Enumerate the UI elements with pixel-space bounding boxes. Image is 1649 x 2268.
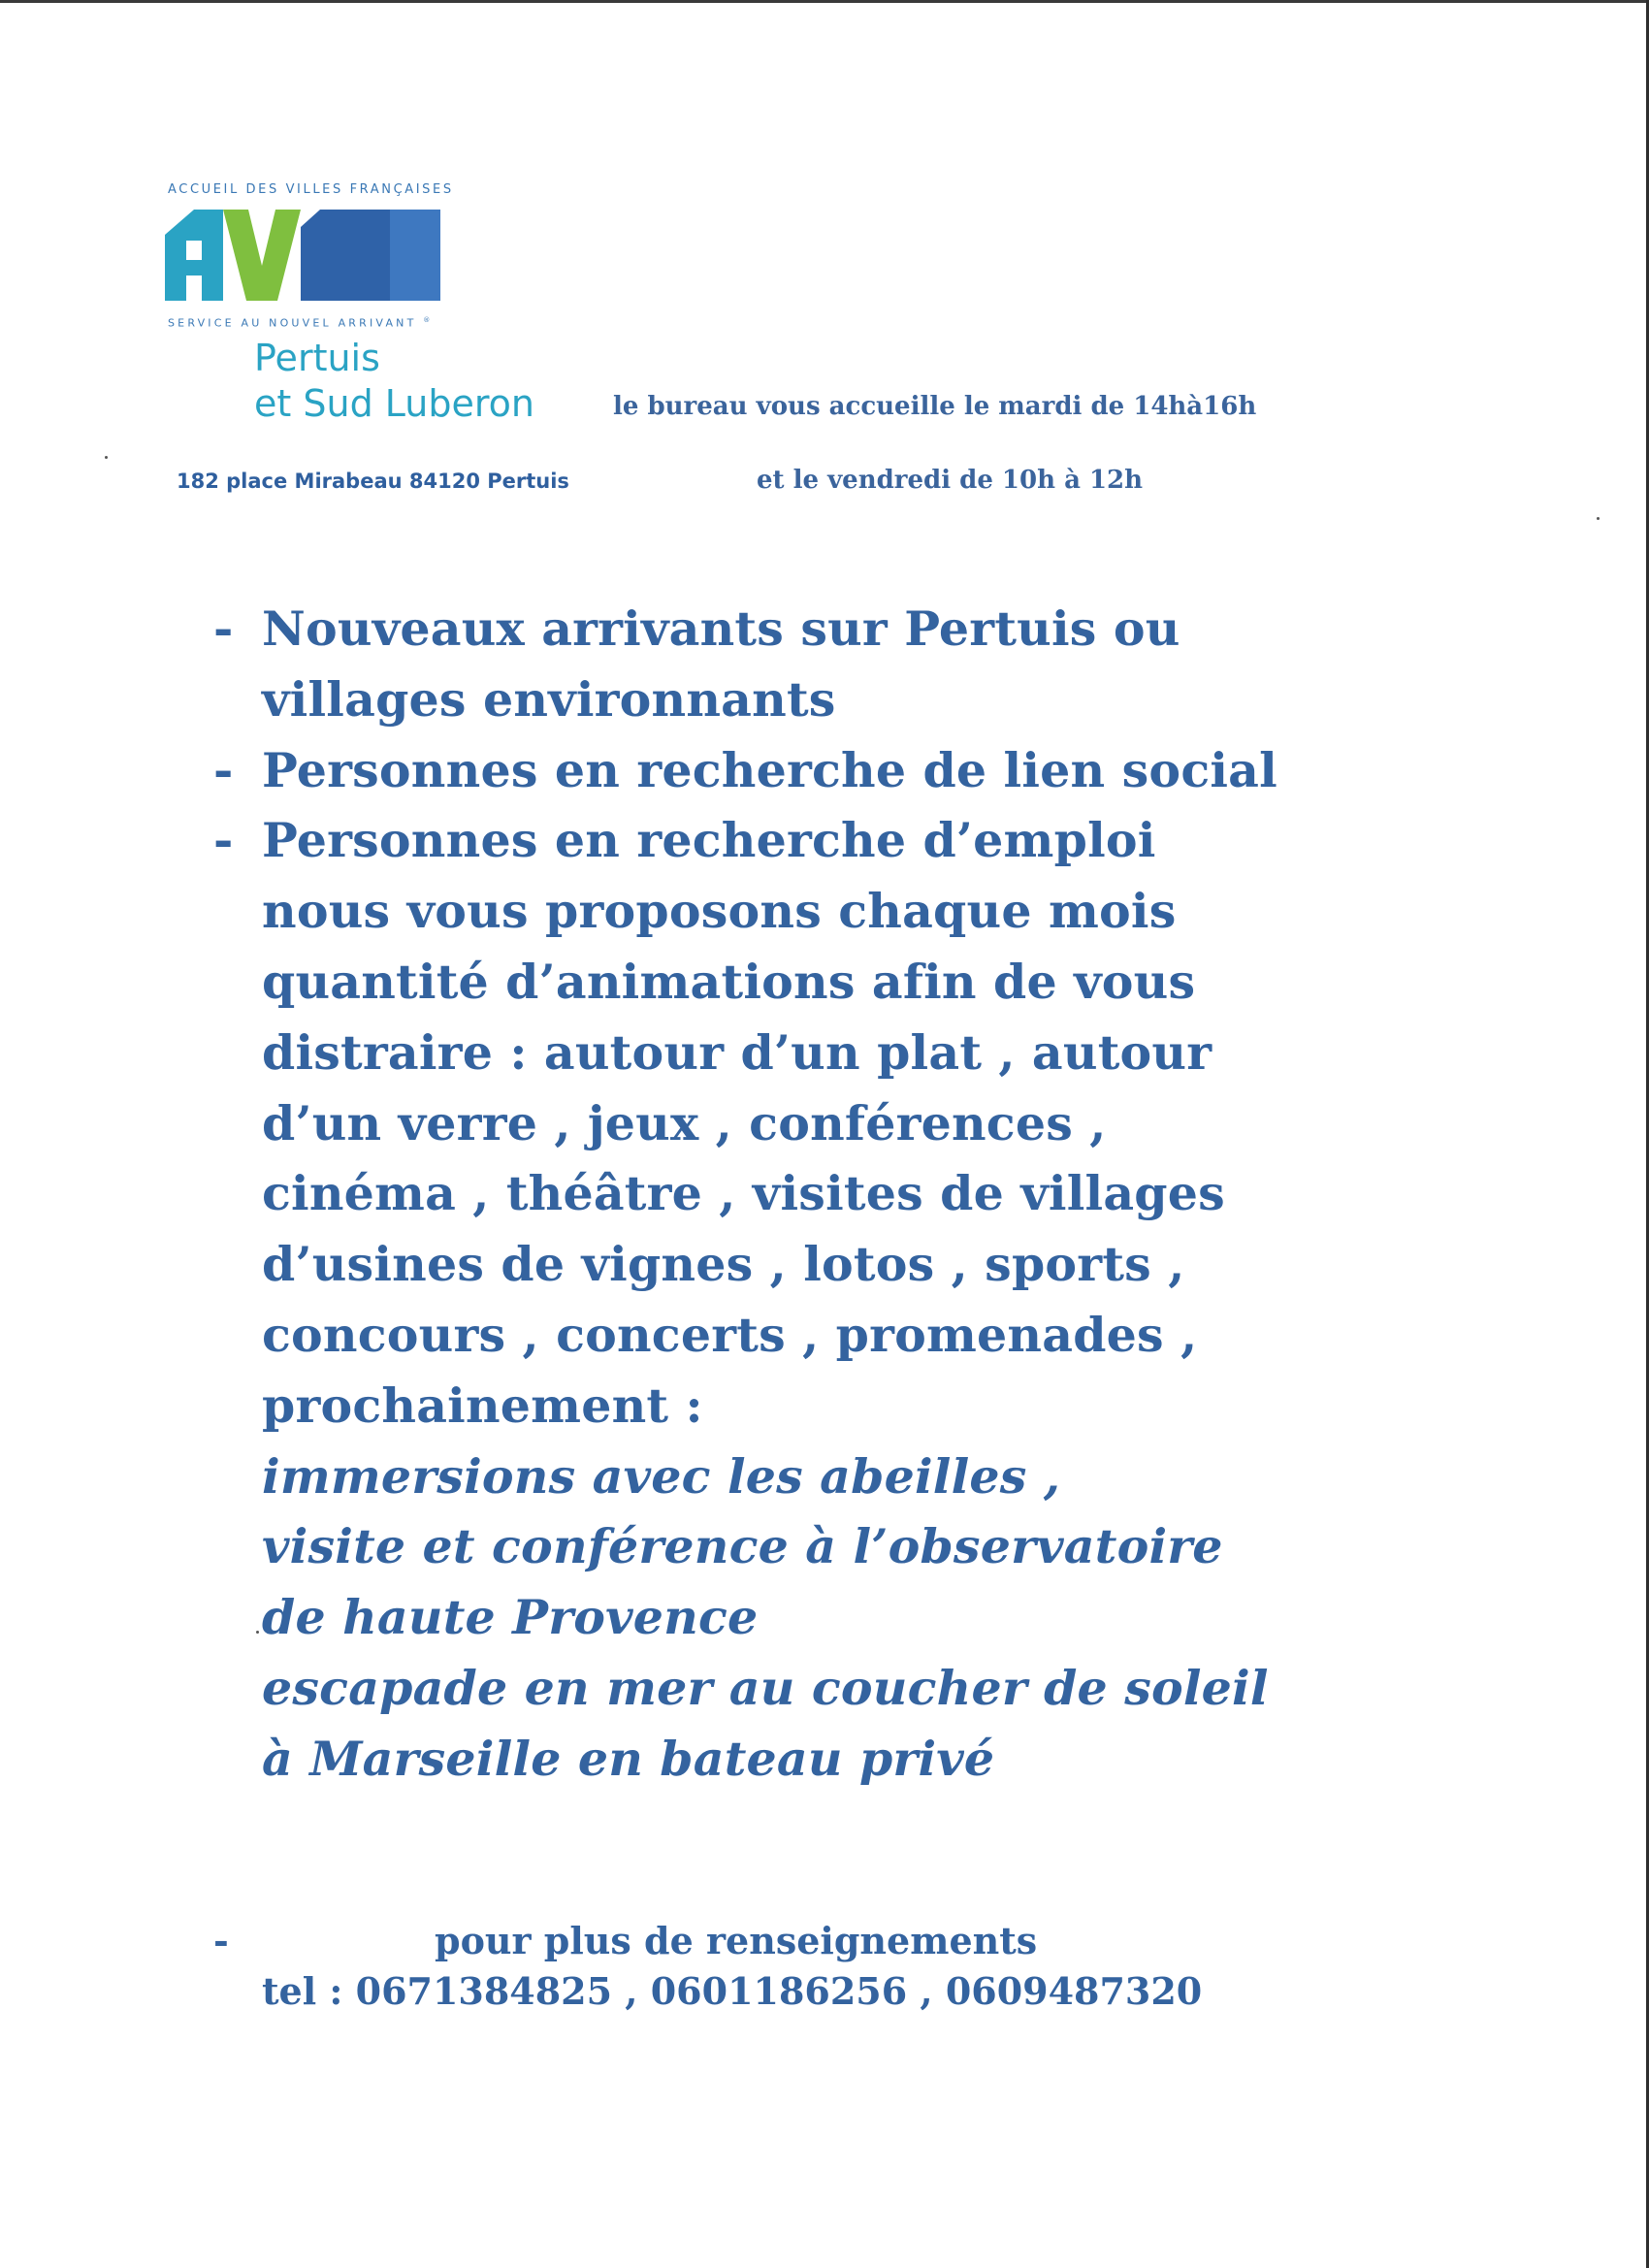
body-line-text: concours , concerts , promenades , [262,1306,1198,1363]
body-line-text: immersions avec les abeilles , [262,1447,1061,1505]
logo-city-line1: Pertuis [254,337,380,379]
body-line [262,1653,1277,1724]
avf-logo [165,182,534,435]
logo-city-line2: et Sud Luberon [254,382,534,425]
body-line [262,1300,1277,1371]
body-line-text: distraire : autour d’un plat , autour [262,1023,1212,1081]
body-line-text: Nouveaux arrivants sur Pertuis ou [262,600,1180,657]
body-line [262,1018,1277,1088]
body-line-text: prochainement : [262,1377,703,1434]
bullet-dash: - [213,741,234,798]
body-line [213,805,1277,876]
scan-speck [105,456,108,459]
office-hours-line2: et le vendredi de 10h à 12h [757,466,1144,495]
body-line-text: villages environnants [262,670,836,728]
scan-speck [256,1631,259,1634]
body-line-text: de haute Provence [262,1589,759,1646]
body-line [262,947,1277,1018]
body-line-text: d’usines de vignes , lotos , sports , [262,1236,1185,1293]
body-line [262,1511,1277,1582]
phone-numbers: tel : 0671384825 , 0601186256 , 0609487320 [262,1969,1203,2013]
logo-org-line: ACCUEIL DES VILLES FRANÇAISES [168,182,454,197]
body-line [262,1442,1277,1512]
body-line [262,1088,1277,1159]
body-line [262,1158,1277,1229]
registered-mark: ® [423,316,431,324]
body-line-text: escapade en mer au coucher de soleil [262,1659,1269,1716]
body-line [262,1371,1277,1442]
body-line [262,876,1277,947]
office-hours-line1: le bureau vous accueille le mardi de 14hà16h [613,392,1257,421]
bullet-dash: - [213,1919,229,1962]
body-line [213,594,1277,664]
contact-block [213,1916,1203,2017]
body-line-text: à Marseille en bateau privé [262,1730,995,1787]
body-line-text: Personnes en recherche de lien social [262,741,1277,798]
body-line [262,1229,1277,1300]
svg-text:AVF: AVF [175,221,177,222]
avf-logo-mark [165,208,456,314]
scan-edge-top [0,0,1649,3]
bullet-dash: - [213,812,234,869]
more-info-label: pour plus de renseignements [435,1919,1038,1962]
body-line [262,1582,1277,1653]
body-line [262,664,1277,735]
logo-city [254,336,534,427]
body-line-text: nous vous proposons chaque mois [262,883,1177,940]
logo-service-line: SERVICE AU NOUVEL ARRIVANT ® [168,316,431,330]
body-line-text: visite et conférence à l’observatoire [262,1518,1223,1575]
body-line-text: Personnes en recherche d’emploi [262,812,1156,869]
address: 182 place Mirabeau 84120 Pertuis [177,470,569,493]
body-line-text: cinéma , théâtre , visites de villages [262,1165,1225,1222]
scan-speck [1597,517,1600,520]
flyer-body [213,594,1277,1795]
body-line [213,735,1277,806]
body-line [262,1724,1277,1795]
body-line-text: d’un verre , jeux , conférences , [262,1094,1107,1151]
body-line-text: quantité d’animations afin de vous [262,953,1196,1010]
bullet-dash: - [213,600,234,657]
